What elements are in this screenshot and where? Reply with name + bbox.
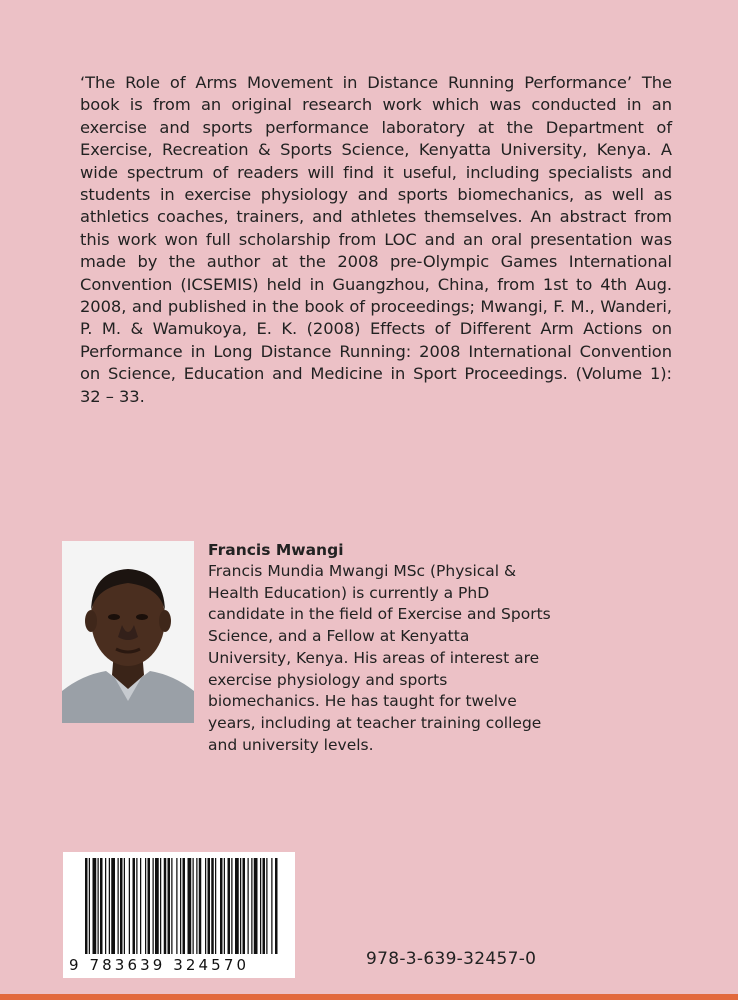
barcode-digits: 9 783639 324570 <box>69 956 250 974</box>
isbn-barcode <box>63 852 295 978</box>
author-bio: Francis Mundia Mwangi MSc (Physical & Health Education) is currently a PhD candidate in the field of Exercise and Sports Science, and a Fellow at Kenyatta University, Kenya. His areas of interest are exercise physiology and sports biomechanics. He has taught for twelve years, including at teacher training college and university levels. <box>208 562 551 754</box>
author-section <box>208 539 708 756</box>
isbn-number: 978-3-639-32457-0 <box>366 949 537 969</box>
bottom-accent-bar <box>0 994 738 1000</box>
author-portrait-icon <box>62 541 194 723</box>
author-name: Francis Mwangi <box>208 541 344 559</box>
author-photo <box>62 541 194 723</box>
back-cover-blurb: ‘The Role of Arms Movement in Distance Running Performance’ The book is from an original research work which was conducted in an exercise and sports performance laboratory at the Department of Exercise, Recreation & Sports Science, Kenyatta University, Kenya. A wide spectrum of readers will find it useful, including specialists and students in exercise physiology and sports biomechanics, as well as athletics coaches, trainers, and athletes themselves. An abstract from this work won full scholarship from LOC and an oral presentation was made by the author at the 2008 pre-Olympic Games International Convention (ICSEMIS) held in Guangzhou, China, from 1st to 4th Aug. 2008, and published in the book of proceedings; Mwangi, F. M., Wanderi, P. M. & Wamukoya, E. K. (2008) Effects of Different Arm Actions on Performance in Long Distance Running: 2008 International Convention on Science, Education and Medicine in Sport Proceedings. (Volume 1): 32 – 33. <box>80 73 672 406</box>
